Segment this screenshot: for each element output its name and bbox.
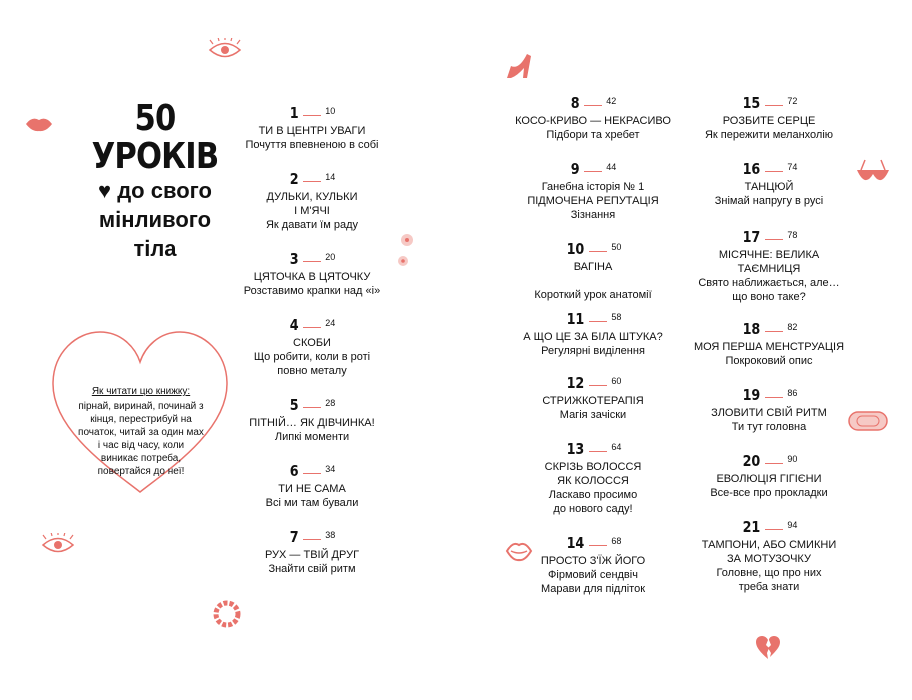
toc-entry[interactable]: 14 68 ПРОСТО З'ЇЖ ЙОГО Фірмовий сендвіч Марави для підліток — [540, 534, 646, 595]
broken-heart-icon — [755, 635, 781, 661]
how-to-read-heading: Як читати цю книжку: — [91, 386, 191, 397]
toc-entry[interactable]: 7 38 РУХ — ТВІЙ ДРУГ Знайти свій ритм — [264, 528, 360, 575]
bra-icon — [855, 158, 891, 190]
how-to-read-text: пірнай, виринай, починай з кінця, перестрибуй на початок, читай за один мах і час від часу, коли виникає потреба, повертайся до неї! — [78, 401, 204, 477]
toc-entry[interactable]: 9 44 Ганебна історія № 1 ПІДМОЧЕНА РЕПУТАЦІЯ Зізнання — [527, 160, 659, 221]
toc-entry[interactable]: 16 74 ТАНЦЮЙ Знімай напругу в русі — [714, 160, 824, 207]
toc-entry[interactable]: 6 34 ТИ НЕ САМА Всі ми там бували — [265, 462, 359, 509]
title-line-4: мінливого — [98, 207, 212, 232]
toc-entry[interactable]: 21 94 ТАМПОНИ, АБО СМИКНИ ЗА МОТУЗОЧКУ Головне, що про них треба знати — [701, 518, 837, 593]
title-lessons: УРОКІВ — [91, 136, 219, 177]
eye-icon — [40, 533, 76, 557]
eye-icon — [207, 38, 243, 62]
high-heel-icon — [505, 50, 533, 82]
book-title — [80, 100, 230, 263]
toc-entry[interactable]: 4 24 СКОБИ Що робити, коли в роті повно металу — [253, 316, 371, 377]
toc-entry[interactable]: 1 10 ТИ В ЦЕНТРІ УВАГИ Почуття впевненою в собі — [245, 104, 379, 151]
toc-entry[interactable]: 12 60 СТРИЖКОТЕРАПІЯ Магія зачіски — [542, 374, 644, 421]
toc-entry[interactable]: 20 90 ЕВОЛЮЦІЯ ГІГІЄНИ Все-все про прокладки — [710, 452, 828, 499]
toc-entry[interactable]: 5 28 ПІТНІЙ… ЯК ДІВЧИНКА! Липкі моменти — [249, 396, 375, 443]
toc-entry[interactable]: 3 20 ЦЯТОЧКА В ЦЯТОЧКУ Розставимо крапки над «і» — [243, 250, 381, 297]
toc-entry[interactable]: 2 14 ДУЛЬКИ, КУЛЬКИ І М'ЯЧІ Як давати їм раду — [265, 170, 358, 231]
toc-entry[interactable]: 10 50 ВАГІНА Короткий урок анатомії — [534, 240, 652, 301]
toc-entry[interactable]: 19 86 ЗЛОВИТИ СВІЙ РИТМ Ти тут головна — [711, 386, 827, 433]
title-line-5: тіла — [133, 236, 177, 261]
toc-entry[interactable]: 15 72 РОЗБИТЕ СЕРЦЕ Як пережити меланхолію — [704, 94, 834, 141]
heart-glyph-icon: ♥ — [98, 178, 112, 203]
toc-entry[interactable]: 11 58 А ЩО ЦЕ ЗА БІЛА ШТУКА? Регулярні виділення — [523, 310, 663, 357]
toc-entry[interactable]: 8 42 КОСО-КРИВО — НЕКРАСИВО Підбори та хребет — [515, 94, 671, 141]
how-to-read-box — [78, 385, 204, 478]
toc-entry[interactable]: 17 78 МІСЯЧНЕ: ВЕЛИКА ТАЄМНИЦЯ Свято наближається, але… що воно таке? — [698, 228, 840, 303]
toc-entry[interactable]: 13 64 СКРІЗЬ ВОЛОССЯ ЯК КОЛОССЯ Ласкаво просимо до нового саду! — [544, 440, 642, 515]
title-number: 50 — [134, 98, 176, 139]
button-icon — [398, 233, 416, 273]
lips-icon — [24, 115, 54, 133]
scrunchie-icon — [213, 600, 241, 628]
toc-entry[interactable]: 18 82 МОЯ ПЕРША МЕНСТРУАЦІЯ Покроковий опис — [693, 320, 845, 367]
title-line-3: ♥ до свого — [98, 178, 212, 203]
